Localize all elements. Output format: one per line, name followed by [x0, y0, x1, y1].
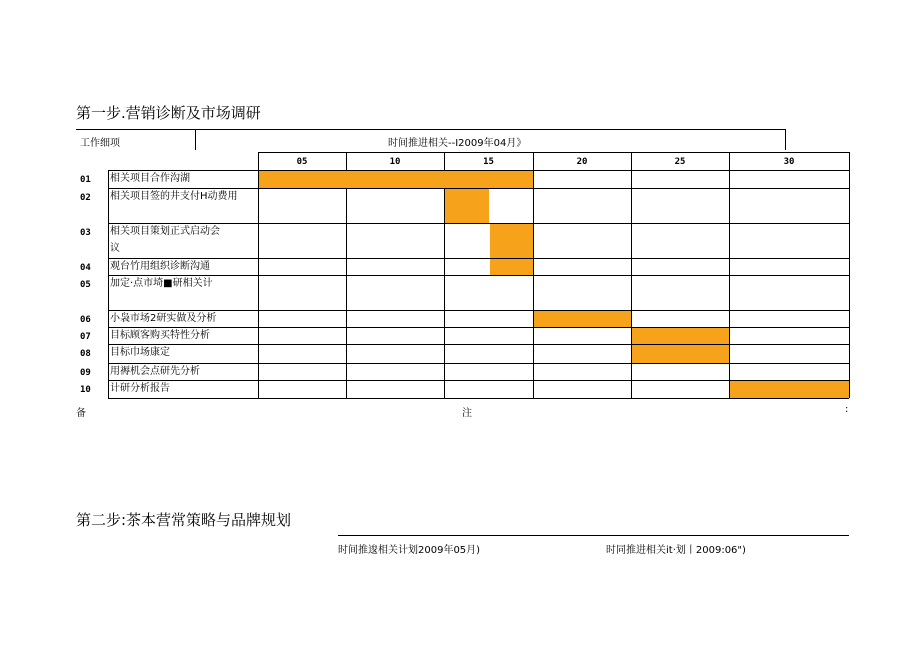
- grid-vline: [729, 152, 730, 398]
- row-task: 相关项目签的井支付H动费用: [110, 191, 238, 202]
- column-header-15: 15: [483, 157, 494, 167]
- grid-vline: [346, 152, 347, 398]
- grid-hline: [108, 327, 849, 328]
- gantt-bar: [632, 328, 729, 344]
- row-number: 09: [80, 368, 91, 378]
- header-timeline-label: 时间推进相关--I2009年04月》: [388, 138, 527, 149]
- grid-hline: [108, 275, 849, 276]
- section2-timeline-a: 时间推逡相关计划2009年05月): [338, 545, 481, 556]
- gantt-bar: [534, 311, 631, 327]
- row-number: 07: [80, 332, 91, 342]
- row-task: [110, 223, 220, 257]
- gantt-bar: [490, 224, 533, 258]
- section2-line: [338, 535, 849, 536]
- column-header-10: 10: [389, 157, 401, 167]
- grid-hline: [108, 310, 849, 311]
- grid-vline: [533, 152, 534, 398]
- note-left: 备: [76, 408, 86, 419]
- gantt-bar: [445, 189, 489, 223]
- row-task: 目标巾场康定: [110, 347, 170, 358]
- row-number: 01: [80, 175, 91, 185]
- section1-title: 第一步.营销诊断及市场调研: [76, 104, 261, 122]
- grid-hline: [108, 258, 849, 259]
- column-header-30: 30: [783, 157, 795, 167]
- row-number: 04: [80, 263, 91, 273]
- column-header-20: 20: [576, 157, 588, 167]
- header-left-label: 工作细项: [80, 138, 120, 149]
- gantt-bar: [490, 259, 533, 275]
- row-task: 观台竹用组织诊断沟通: [110, 261, 210, 272]
- grid-hline: [108, 344, 849, 345]
- row-task: 相关项目合作沟湖: [110, 173, 190, 184]
- row-number: 06: [80, 315, 91, 325]
- row-task: 小袅市场2研实做及分析: [110, 313, 217, 324]
- grid-vline: [258, 152, 259, 398]
- gantt-bar: [632, 345, 729, 363]
- row-task-line: 相关项目策划正式启动会: [110, 226, 220, 237]
- gantt-bar: [259, 171, 533, 188]
- column-header-25: 25: [674, 157, 686, 167]
- section2-timeline-b: 时同推进相关it·划丨2009:06"): [606, 545, 746, 556]
- note-right: :: [845, 404, 849, 415]
- note-mid: 注: [462, 408, 472, 419]
- grid-vline: [108, 170, 109, 398]
- gantt-bar: [730, 381, 849, 398]
- row-number: 08: [80, 349, 91, 359]
- row-task: 加定·点市埼■研相关计: [110, 278, 213, 289]
- row-task: 计研分析报告: [110, 383, 170, 394]
- column-header-05: 05: [296, 157, 308, 167]
- row-number: 05: [80, 280, 91, 290]
- row-task: 用褥机会点研先分析: [110, 366, 200, 377]
- row-number: 03: [80, 228, 91, 238]
- grid-vline: [849, 152, 850, 398]
- row-task: 目标顾客购买特性分析: [110, 330, 210, 341]
- row-number: 02: [80, 193, 91, 203]
- section2-title: 第二步:茶本营常策略与品牌规划: [76, 511, 292, 529]
- row-task-line: 议: [110, 243, 120, 254]
- row-number: 10: [80, 385, 91, 395]
- grid-hline: [108, 363, 849, 364]
- grid-hline: [108, 398, 849, 399]
